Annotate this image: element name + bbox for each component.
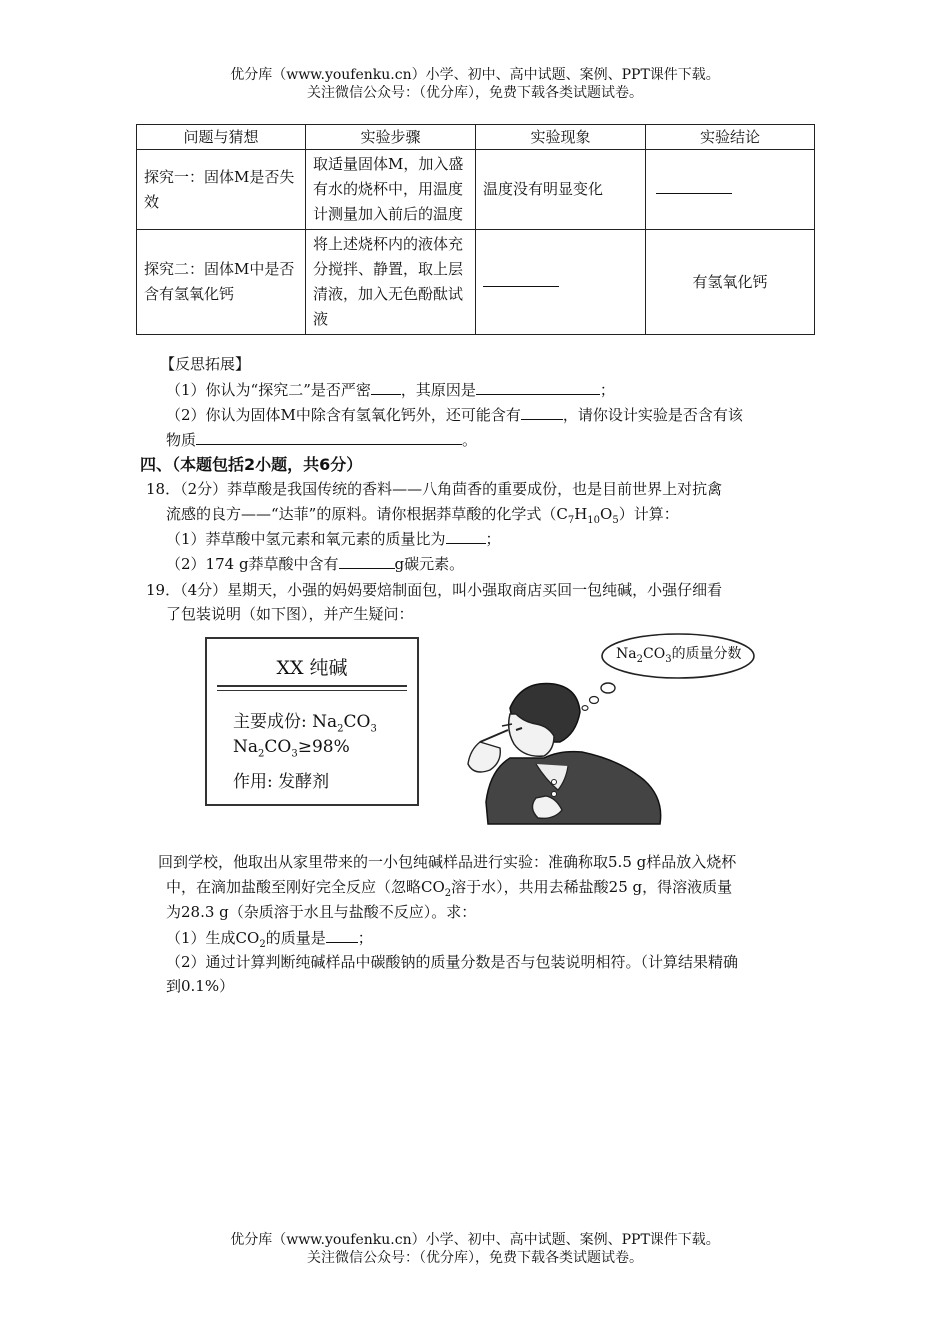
- package-usage: 作用: 发酵剂: [233, 772, 330, 792]
- table-row: [137, 230, 815, 335]
- row1-conclusion: [646, 150, 815, 230]
- answer-blank[interactable]: [656, 179, 732, 194]
- header-question: 问题与猜想: [137, 125, 306, 150]
- button: [552, 780, 557, 785]
- row2-phenomenon: [476, 230, 646, 335]
- q19-part1: （1）生成$CO_2$的质量是 ；: [166, 929, 373, 950]
- answer-blank[interactable]: [446, 529, 486, 544]
- q18-part1: （1）莽草酸中氢元素和氧元素的质量比为 ；: [166, 530, 501, 548]
- package-ingredient: 主要成份: $Na_2CO_3$: [233, 712, 377, 735]
- pencil: [480, 730, 508, 742]
- answer-blank[interactable]: [521, 405, 563, 420]
- footer-line-2: 关注微信公众号：（优分库），免费下载各类试题试卷。: [307, 1250, 643, 1266]
- q19-part2-line2: 到0.1%）: [166, 977, 235, 995]
- hand: [468, 742, 500, 772]
- thought-dot: [601, 683, 615, 693]
- answer-blank[interactable]: [371, 380, 401, 395]
- row2-question: 探究二：固体M中是否含有氢氧化钙: [137, 230, 306, 335]
- button: [552, 792, 557, 797]
- answer-blank[interactable]: [483, 272, 559, 287]
- table-header-row: [137, 125, 815, 150]
- header-phenomenon: 实验现象: [476, 125, 646, 150]
- package-divider: [217, 690, 407, 691]
- row1-question: 探究一：固体M是否失效: [137, 150, 306, 230]
- header-line-1: 优分库（www.youfenku.cn）小学、初中、高中试题、案例、PPT课件下载。: [230, 67, 720, 83]
- q19-line1: 19．（4分）星期天，小强的妈妈要焙制面包，叫小强取商店买回一包纯碱，小强仔细看: [146, 581, 723, 599]
- answer-blank[interactable]: [326, 928, 358, 943]
- package-divider: [217, 685, 407, 687]
- answer-blank[interactable]: [196, 430, 462, 445]
- package-label: [205, 637, 419, 806]
- q19-para3: 为28.3 g（杂质溶于水且与盐酸不反应）。求：: [166, 903, 477, 921]
- package-title: XX 纯碱: [276, 657, 348, 679]
- answer-blank[interactable]: [476, 380, 600, 395]
- footer-line-1: 优分库（www.youfenku.cn）小学、初中、高中试题、案例、PPT课件下载。: [230, 1232, 720, 1248]
- q18-line1: 18．（2分）莽草酸是我国传统的香料——八角茴香的重要成份，也是目前世界上对抗禽: [146, 480, 723, 498]
- q19-para1: 回到学校，他取出从家里带来的一小包纯碱样品进行实验：准确称取5.5 g样品放入烧杯: [158, 853, 737, 871]
- q18-line2: 流感的良方——“达菲”的原料。请你根据莽草酸的化学式$(C_7H_{10}O_5)$计算：: [166, 505, 679, 526]
- row2-conclusion: 有氢氧化钙: [646, 230, 815, 335]
- header-conclusion: 实验结论: [646, 125, 815, 150]
- header-steps: 实验步骤: [306, 125, 476, 150]
- thought-bubble-text: $Na_2CO_3$的质量分数: [616, 646, 742, 665]
- thought-dot: [582, 706, 588, 711]
- header-line-2: 关注微信公众号：（优分库），免费下载各类试题试卷。: [307, 85, 643, 101]
- row1-steps: 取适量固体M，加入盛有水的烧杯中，用温度计测量加入前后的温度: [306, 150, 476, 230]
- q19-part2-line1: （2）通过计算判断纯碱样品中碳酸钠的质量分数是否与包装说明相符。（计算结果精确: [166, 953, 739, 971]
- section-title: 四、（本题包括2小题，共6分）: [140, 455, 363, 474]
- q19-line2: 了包装说明（如下图），并产生疑问：: [166, 605, 414, 623]
- thought-dot: [590, 697, 599, 704]
- reflection-q2-cont: 物质 。: [166, 431, 478, 449]
- q19-para2: 中，在滴加盐酸至刚好完全反应（忽略$CO_2$溶于水），共用去稀盐酸25 g，得溶液质量: [166, 878, 733, 899]
- row1-phenomenon: 温度没有明显变化: [476, 150, 646, 230]
- reflection-q2: （2）你认为固体M中除含有氢氧化钙外，还可能含有 ，请你设计实验是否含有该: [166, 406, 743, 424]
- shirt: [486, 752, 661, 824]
- package-content: $Na_2CO_3\ge 98\%$: [233, 737, 350, 760]
- reflection-q1: （1）你认为“探究二”是否严密 ，其原因是 ；: [166, 381, 615, 399]
- page-footer: [0, 1231, 950, 1267]
- reflection-title: 【反思拓展】: [160, 355, 251, 373]
- page-header: [0, 66, 950, 102]
- q18-part2: （2）174 g莽草酸中含有 g碳元素。: [166, 555, 465, 573]
- experiment-table: [136, 124, 815, 335]
- answer-blank[interactable]: [339, 554, 395, 569]
- row2-steps: 将上述烧杯内的液体充分搅拌、静置，取上层清液，加入无色酚酞试液: [306, 230, 476, 335]
- table-row: [137, 150, 815, 230]
